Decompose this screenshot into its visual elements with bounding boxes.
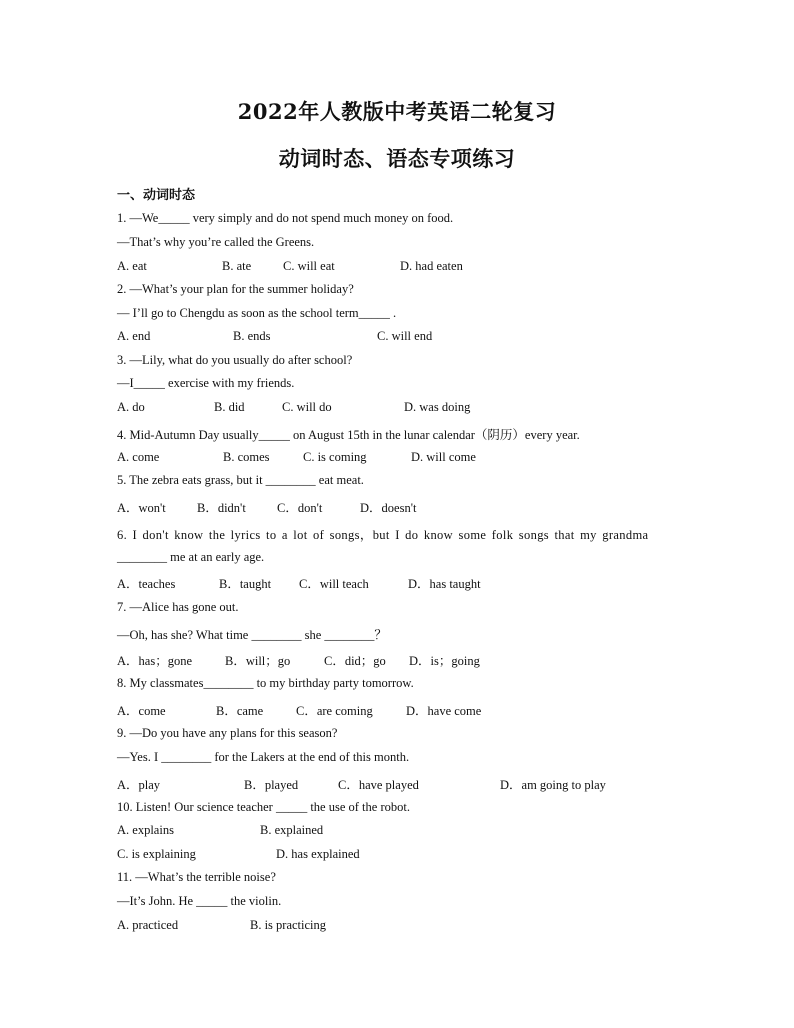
question-3-reply: —I_____ exercise with my friends. — [117, 376, 295, 390]
question-10-text: 10. Listen! Our science teacher _____ the use of the robot. — [117, 800, 410, 814]
option-b[interactable]: B．came — [216, 704, 264, 718]
option-a[interactable]: A. end — [117, 329, 151, 343]
question-11-reply: —It’s John. He _____ the violin. — [117, 894, 282, 908]
question-7-options — [117, 651, 717, 669]
question-11-options — [117, 918, 717, 936]
question-11-text: 11. —What’s the terrible noise? — [117, 870, 276, 884]
question-6-text-cont: ________ me at an early age. — [117, 550, 265, 564]
option-a[interactable]: A. do — [117, 400, 145, 414]
question-5-options — [117, 498, 717, 516]
question-2-options — [117, 329, 717, 347]
question-6-options — [117, 574, 717, 592]
question-1-options — [117, 259, 717, 277]
option-d[interactable]: D. had eaten — [400, 259, 463, 273]
question-3-text: 3. —Lily, what do you usually do after school? — [117, 353, 353, 367]
question-10-options-row1 — [117, 823, 717, 841]
option-d[interactable]: D. was doing — [404, 400, 471, 414]
option-c[interactable]: C. will do — [282, 400, 332, 414]
option-b[interactable]: B. ends — [233, 329, 271, 343]
option-d[interactable]: D．has taught — [408, 577, 481, 591]
question-2-reply: — I’ll go to Chengdu as soon as the school term_____ . — [117, 306, 397, 320]
option-c[interactable]: C．will teach — [299, 577, 369, 591]
option-d[interactable]: D．have come — [406, 704, 482, 718]
option-b[interactable]: B. comes — [223, 450, 270, 464]
option-d[interactable]: D. will come — [411, 450, 476, 464]
option-d[interactable]: D．is；going — [409, 654, 480, 668]
option-c[interactable]: C．are coming — [296, 704, 373, 718]
question-4-text: 4. Mid-Autumn Day usually_____ on August 15th in the lunar calendar（阴历）every year. — [117, 428, 580, 442]
question-5-text: 5. The zebra eats grass, but it ________ eat meat. — [117, 473, 364, 487]
option-b[interactable]: B. explained — [260, 823, 324, 837]
option-a[interactable]: A. practiced — [117, 918, 179, 932]
document-title: 2022年人教版中考英语二轮复习 — [237, 99, 557, 124]
question-9-reply: —Yes. I ________ for the Lakers at the end of this month. — [117, 750, 410, 764]
option-a[interactable]: A. explains — [117, 823, 174, 837]
question-8-text: 8. My classmates________ to my birthday party tomorrow. — [117, 676, 414, 690]
question-1-reply: —That’s why you’re called the Greens. — [117, 235, 315, 249]
option-b[interactable]: B．played — [244, 778, 299, 792]
option-a[interactable]: A．has；gone — [117, 654, 192, 668]
option-c[interactable]: C．have played — [338, 778, 419, 792]
option-b[interactable]: B. did — [214, 400, 245, 414]
option-d[interactable]: D. has explained — [276, 847, 360, 861]
question-6-text: 6. I don't know the lyrics to a lot of songs，but I do know some folk songs that my grandma — [117, 528, 649, 542]
section-heading: 一、动词时态 — [117, 188, 196, 203]
option-c[interactable]: C. is explaining — [117, 847, 196, 861]
option-c[interactable]: C. will end — [377, 329, 433, 343]
option-c[interactable]: C. will eat — [283, 259, 335, 273]
option-b[interactable]: B．didn't — [197, 501, 246, 515]
question-4-options — [117, 450, 717, 468]
option-b[interactable]: B. ate — [222, 259, 252, 273]
option-c[interactable]: C. is coming — [303, 450, 367, 464]
option-a[interactable]: A. eat — [117, 259, 147, 273]
option-a[interactable]: A．won't — [117, 501, 166, 515]
option-a[interactable]: A. come — [117, 450, 160, 464]
option-b[interactable]: B．will；go — [225, 654, 291, 668]
option-d[interactable]: D．doesn't — [360, 501, 417, 515]
question-3-options — [117, 400, 717, 418]
question-7-text: 7. —Alice has gone out. — [117, 600, 239, 614]
document-subtitle: 动词时态、语态专项练习 — [278, 146, 516, 171]
question-2-text: 2. —What’s your plan for the summer holiday? — [117, 282, 354, 296]
question-9-text: 9. —Do you have any plans for this season? — [117, 726, 338, 740]
option-b[interactable]: B. is practicing — [250, 918, 327, 932]
option-a[interactable]: A．come — [117, 704, 166, 718]
question-8-options — [117, 701, 717, 719]
question-7-reply: —Oh, has she? What time ________ she ________？ — [117, 628, 387, 642]
option-a[interactable]: A．teaches — [117, 577, 176, 591]
option-c[interactable]: C．don't — [277, 501, 323, 515]
question-1-text: 1. —We_____ very simply and do not spend much money on food. — [117, 211, 454, 225]
option-b[interactable]: B．taught — [219, 577, 272, 591]
question-10-options-row2 — [117, 847, 717, 865]
option-d[interactable]: D．am going to play — [500, 778, 606, 792]
option-c[interactable]: C．did；go — [324, 654, 386, 668]
question-9-options — [117, 775, 717, 793]
option-a[interactable]: A．play — [117, 778, 161, 792]
